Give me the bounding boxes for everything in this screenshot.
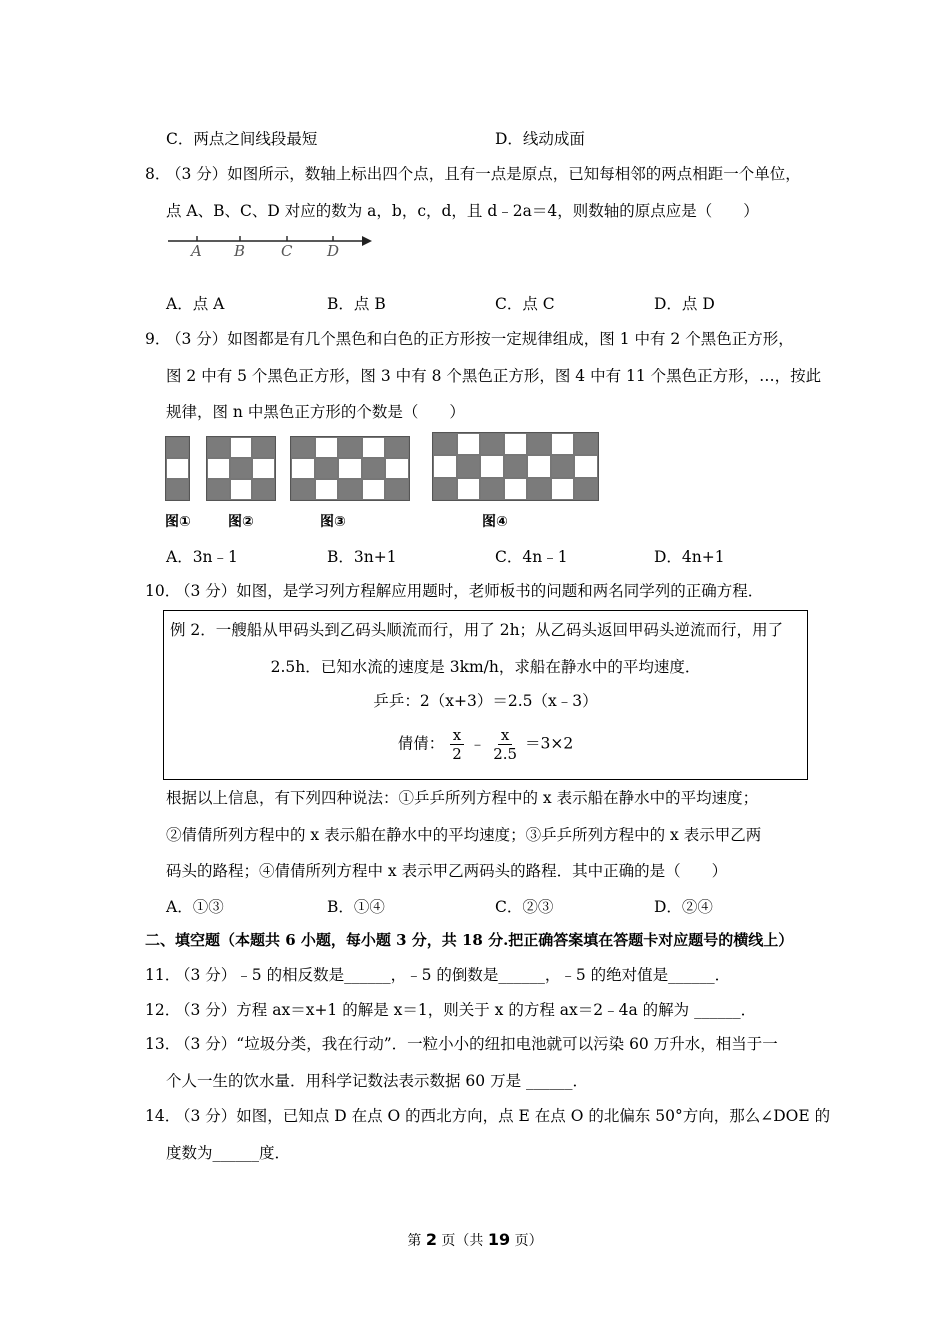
q8-line-1: （3 分）如图所示，数轴上标出四个点，且有一点是原点，已知每相邻的两点相距一个单位， xyxy=(166,165,801,183)
number-line-figure xyxy=(166,228,376,260)
black-square xyxy=(385,479,409,500)
black-square xyxy=(166,479,189,500)
fraction-2-numerator: x xyxy=(498,726,512,745)
white-square xyxy=(166,458,189,479)
q8-option-c: C．点 C xyxy=(495,295,555,313)
figure-3-grid xyxy=(290,436,410,501)
q9-line-3: 规律，图 n 中黑色正方形的个数是（ ） xyxy=(166,403,465,421)
q10-option-a: A．①③ xyxy=(166,898,224,916)
black-square xyxy=(527,478,551,500)
white-square xyxy=(527,455,551,477)
fraction-x-over-2 xyxy=(449,726,465,763)
white-square xyxy=(362,437,386,458)
q9-option-a: A．3n﹣1 xyxy=(166,548,238,566)
footer-suffix: 页） xyxy=(510,1233,543,1249)
white-square xyxy=(338,458,362,479)
q10-statement-2: ②倩倩所列方程中的 x 表示船在静水中的平均速度；③乒乒所列方程中的 x 表示甲乙两 xyxy=(166,826,762,844)
q10-statement-1: 根据以上信息，有下列四种说法：①乒乒所列方程中的 x 表示船在静水中的平均速度； xyxy=(166,789,759,807)
footer-prefix: 第 xyxy=(407,1233,426,1249)
q10-option-b: B．①④ xyxy=(327,898,385,916)
section-2-title: 二、填空题（本题共 6 小题，每小题 3 分，共 18 分.把正确答案填在答题卡对应题号的横线上） xyxy=(145,931,794,949)
equation-right-side: ＝3×2 xyxy=(524,734,574,753)
black-square xyxy=(291,437,315,458)
q10-number: 10． xyxy=(145,582,181,600)
white-square xyxy=(252,458,275,479)
q8-option-b: B．点 B xyxy=(327,295,386,313)
page-footer xyxy=(0,1230,950,1250)
axis-label-c: C xyxy=(281,242,293,260)
fraction-1-denominator: 2 xyxy=(452,745,462,763)
box-line-1: 例 2．一艘船从甲码头到乙码头顺流而行，用了 2h；从乙码头返回甲码头逆流而行，用了 xyxy=(170,621,784,639)
q14-line-1: （3 分）如图，已知点 D 在点 O 的西北方向，点 E 在点 O 的北偏东 50°方向，那么∠DOE 的 xyxy=(175,1107,831,1125)
q10-line-1: （3 分）如图，是学习列方程解应用题时，老师板书的问题和两名同学列的正确方程． xyxy=(175,582,764,600)
minus-sign: ﹣ xyxy=(469,734,486,753)
figure-2-label: 图② xyxy=(228,514,254,530)
q13-line-2: 个人一生的饮水量．用科学记数法表示数据 60 万是 ______． xyxy=(166,1072,589,1090)
black-square xyxy=(504,455,528,477)
black-square xyxy=(527,433,551,455)
q13-line-1: （3 分）“垃圾分类，我在行动”．一粒小小的纽扣电池就可以污染 60 万升水，相当于一 xyxy=(175,1035,778,1053)
q12-number: 12． xyxy=(145,1001,181,1019)
black-square xyxy=(166,437,189,458)
total-page-number: 19 xyxy=(487,1230,511,1249)
white-square xyxy=(315,437,339,458)
q9-line-1: （3 分）如图都是有几个黑色和白色的正方形按一定规律组成，图 1 中有 2 个黑色正方形， xyxy=(166,330,794,348)
q8-option-a: A．点 A xyxy=(166,295,225,313)
footer-mid: 页（共 xyxy=(436,1233,488,1249)
figure-1-label: 图① xyxy=(165,514,191,530)
white-square xyxy=(574,455,598,477)
black-square xyxy=(362,458,386,479)
figure-2-grid xyxy=(206,436,276,501)
white-square xyxy=(230,479,253,500)
black-square xyxy=(207,479,230,500)
black-square xyxy=(457,455,481,477)
fraction-1-numerator: x xyxy=(450,726,464,745)
fraction-2-denominator: 2.5 xyxy=(493,745,518,763)
q14-number: 14． xyxy=(145,1107,181,1125)
black-square xyxy=(338,479,362,500)
number-line-arrow xyxy=(362,236,372,246)
current-page-number: 2 xyxy=(425,1230,437,1249)
white-square xyxy=(457,478,481,500)
box-line-2: 2.5h．已知水流的速度是 3km/h，求船在静水中的平均速度． xyxy=(270,658,701,676)
black-square xyxy=(338,437,362,458)
q11-text: （3 分）﹣5 的相反数是______，﹣5 的倒数是______，﹣5 的绝对值是______． xyxy=(175,966,731,984)
q14-line-2: 度数为______度． xyxy=(166,1144,291,1162)
white-square xyxy=(362,479,386,500)
q9-option-d: D．4n+1 xyxy=(654,548,725,566)
q8-number: 8． xyxy=(145,165,171,183)
q12-text: （3 分）方程 ax＝x+1 的解是 x＝1，则关于 x 的方程 ax＝2﹣4a 的解为 ______． xyxy=(175,1001,757,1019)
white-square xyxy=(315,479,339,500)
white-square xyxy=(457,433,481,455)
black-square xyxy=(315,458,339,479)
figure-1-grid xyxy=(165,436,190,501)
white-square xyxy=(504,478,528,500)
white-square xyxy=(480,455,504,477)
q10-statement-3: 码头的路程；④倩倩所列方程中 x 表示甲乙两码头的路程．其中正确的是（ ） xyxy=(166,862,728,880)
q9-number: 9． xyxy=(145,330,171,348)
white-square xyxy=(385,458,409,479)
black-square xyxy=(574,478,598,500)
q10-option-d: D．②④ xyxy=(654,898,713,916)
black-square xyxy=(480,478,504,500)
axis-label-d: D xyxy=(327,242,340,260)
white-square xyxy=(551,433,575,455)
black-square xyxy=(252,437,275,458)
figure-4-label: 图④ xyxy=(482,514,508,530)
q13-number: 13． xyxy=(145,1035,181,1053)
black-square xyxy=(252,479,275,500)
black-square xyxy=(480,433,504,455)
box-line-3: 乒乒：2（x+3）＝2.5（x﹣3） xyxy=(373,692,598,710)
black-square xyxy=(230,458,253,479)
white-square xyxy=(433,455,457,477)
axis-label-a: A xyxy=(191,242,202,260)
figure-4-grid xyxy=(432,432,599,501)
q9-line-2: 图 2 中有 5 个黑色正方形，图 3 中有 8 个黑色正方形，图 4 中有 11 个黑色正方形，…，按此 xyxy=(166,367,822,385)
q7-option-d: D．线动成面 xyxy=(495,130,585,148)
black-square xyxy=(433,478,457,500)
white-square xyxy=(504,433,528,455)
black-square xyxy=(291,479,315,500)
black-square xyxy=(574,433,598,455)
white-square xyxy=(207,458,230,479)
qianqian-label: 倩倩： xyxy=(397,734,445,753)
axis-label-b: B xyxy=(234,242,246,260)
q10-option-c: C．②③ xyxy=(495,898,554,916)
figure-3-label: 图③ xyxy=(320,514,346,530)
q9-option-c: C．4n﹣1 xyxy=(495,548,568,566)
white-square xyxy=(230,437,253,458)
black-square xyxy=(385,437,409,458)
black-square xyxy=(551,455,575,477)
black-square xyxy=(207,437,230,458)
fraction-x-over-2-5 xyxy=(490,726,520,763)
q9-option-b: B．3n+1 xyxy=(327,548,397,566)
white-square xyxy=(551,478,575,500)
q11-number: 11． xyxy=(145,966,181,984)
box-line-4 xyxy=(163,726,808,763)
q8-line-2: 点 A、B、C、D 对应的数为 a，b，c，d，且 d﹣2a＝4，则数轴的原点应是（ ） xyxy=(166,202,759,220)
q8-option-d: D．点 D xyxy=(654,295,715,313)
white-square xyxy=(291,458,315,479)
black-square xyxy=(433,433,457,455)
q7-option-c: C．两点之间线段最短 xyxy=(166,130,318,148)
